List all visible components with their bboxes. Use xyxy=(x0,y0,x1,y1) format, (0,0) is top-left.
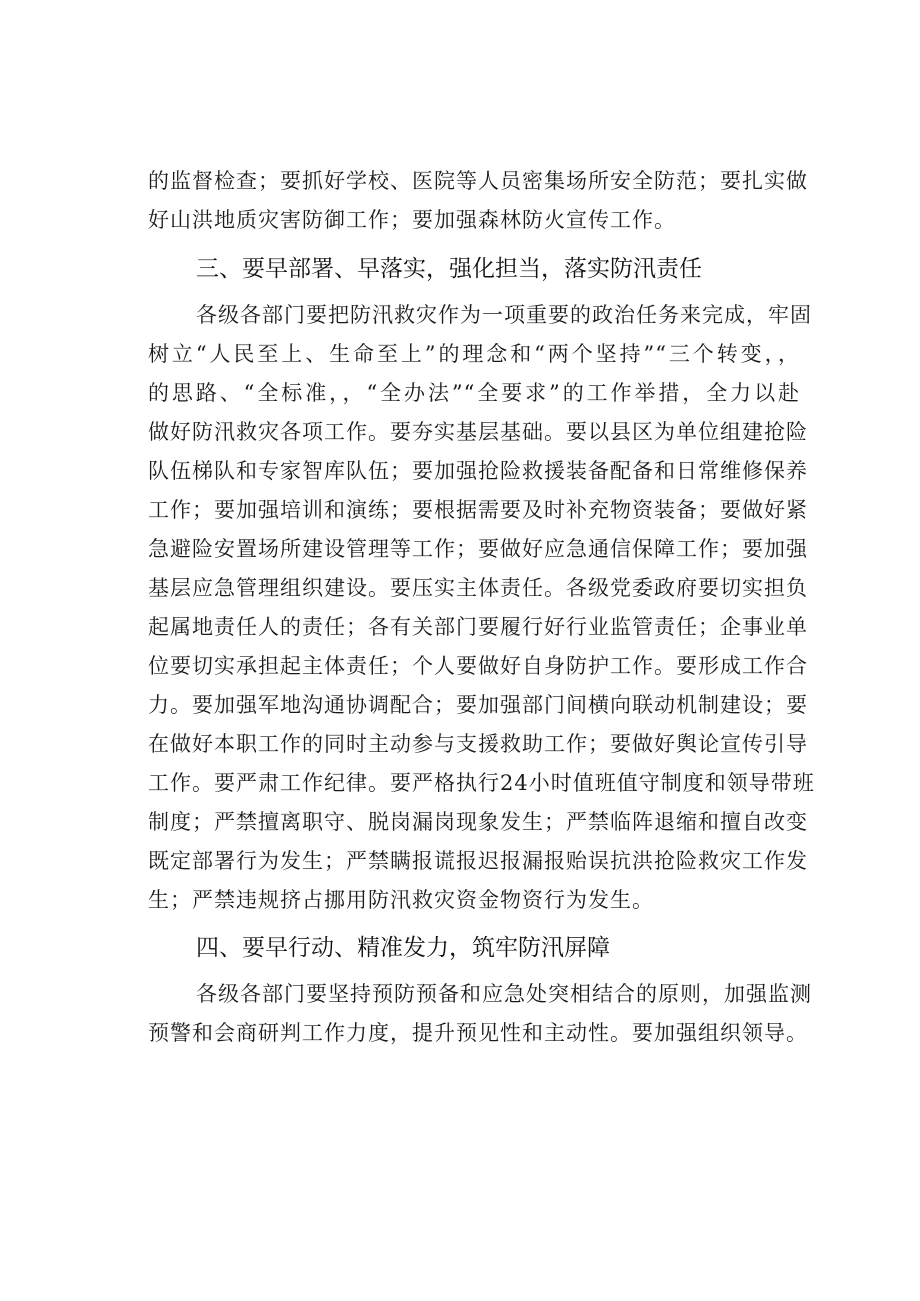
paragraph-line: 好山洪地质灾害防御工作；要加强森林防火宣传工作。 xyxy=(148,208,676,232)
paragraph-line: 队伍梯队和专家智库队伍；要加强抢险救援装备配备和日常维修保养 xyxy=(148,459,808,483)
paragraph-line: 生；严禁违规挤占挪用防汛救灾资金物资行为发生。 xyxy=(148,888,654,912)
paragraph-line: 工作。要严肃工作纪律。要严格执行24小时值班值守制度和领导带班 xyxy=(148,771,815,795)
paragraph-line: 既定部署行为发生；严禁瞒报谎报迟报漏报贻误抗洪抢险救灾工作发 xyxy=(148,849,808,873)
paragraph-line: 树立“人民至上、生命至上”的理念和“两个坚持”“三个转变，， xyxy=(148,342,800,366)
paragraph-line: 各级各部门要把防汛救灾作为一项重要的政治任务来完成，牢固 xyxy=(196,303,812,327)
paragraph-line: 制度；严禁擅离职守、脱岗漏岗现象发生；严禁临阵退缩和擅自改变 xyxy=(148,810,808,834)
paragraph-line: 起属地责任人的责任；各有关部门要履行好行业监管责任；企事业单 xyxy=(148,615,808,639)
paragraph-line: 急避险安置场所建设管理等工作；要做好应急通信保障工作；要加强 xyxy=(148,537,808,561)
paragraph-line: 各级各部门要坚持预防预备和应急处突相结合的原则，加强监测 xyxy=(196,982,812,1006)
paragraph-line: 的思路、“全标准，，“全办法”“全要求”的工作举措，全力以赴 xyxy=(148,381,800,405)
paragraph-line: 位要切实承担起主体责任；个人要做好自身防护工作。要形成工作合 xyxy=(148,654,808,678)
section-heading-4: 四、要早行动、精准发力，筑牢防汛屏障 xyxy=(196,935,610,961)
paragraph-line: 工作；要加强培训和演练；要根据需要及时补充物资装备；要做好紧 xyxy=(148,498,808,522)
paragraph-line: 力。要加强军地沟通协调配合；要加强部门间横向联动机制建设；要 xyxy=(148,693,808,717)
paragraph-line: 基层应急管理组织建设。要压实主体责任。各级党委政府要切实担负 xyxy=(148,576,808,600)
paragraph-line: 做好防汛救灾各项工作。要夯实基层基础。要以县区为单位组建抢险 xyxy=(148,420,808,444)
paragraph-line: 在做好本职工作的同时主动参与支援救助工作；要做好舆论宣传引导 xyxy=(148,732,808,756)
paragraph-line: 的监督检查；要抓好学校、医院等人员密集场所安全防范；要扎实做 xyxy=(148,169,808,193)
paragraph-line: 预警和会商研判工作力度，提升预见性和主动性。要加强组织领导。 xyxy=(148,1021,808,1045)
section-heading-3: 三、要早部署、早落实，强化担当，落实防汛责任 xyxy=(196,256,702,282)
